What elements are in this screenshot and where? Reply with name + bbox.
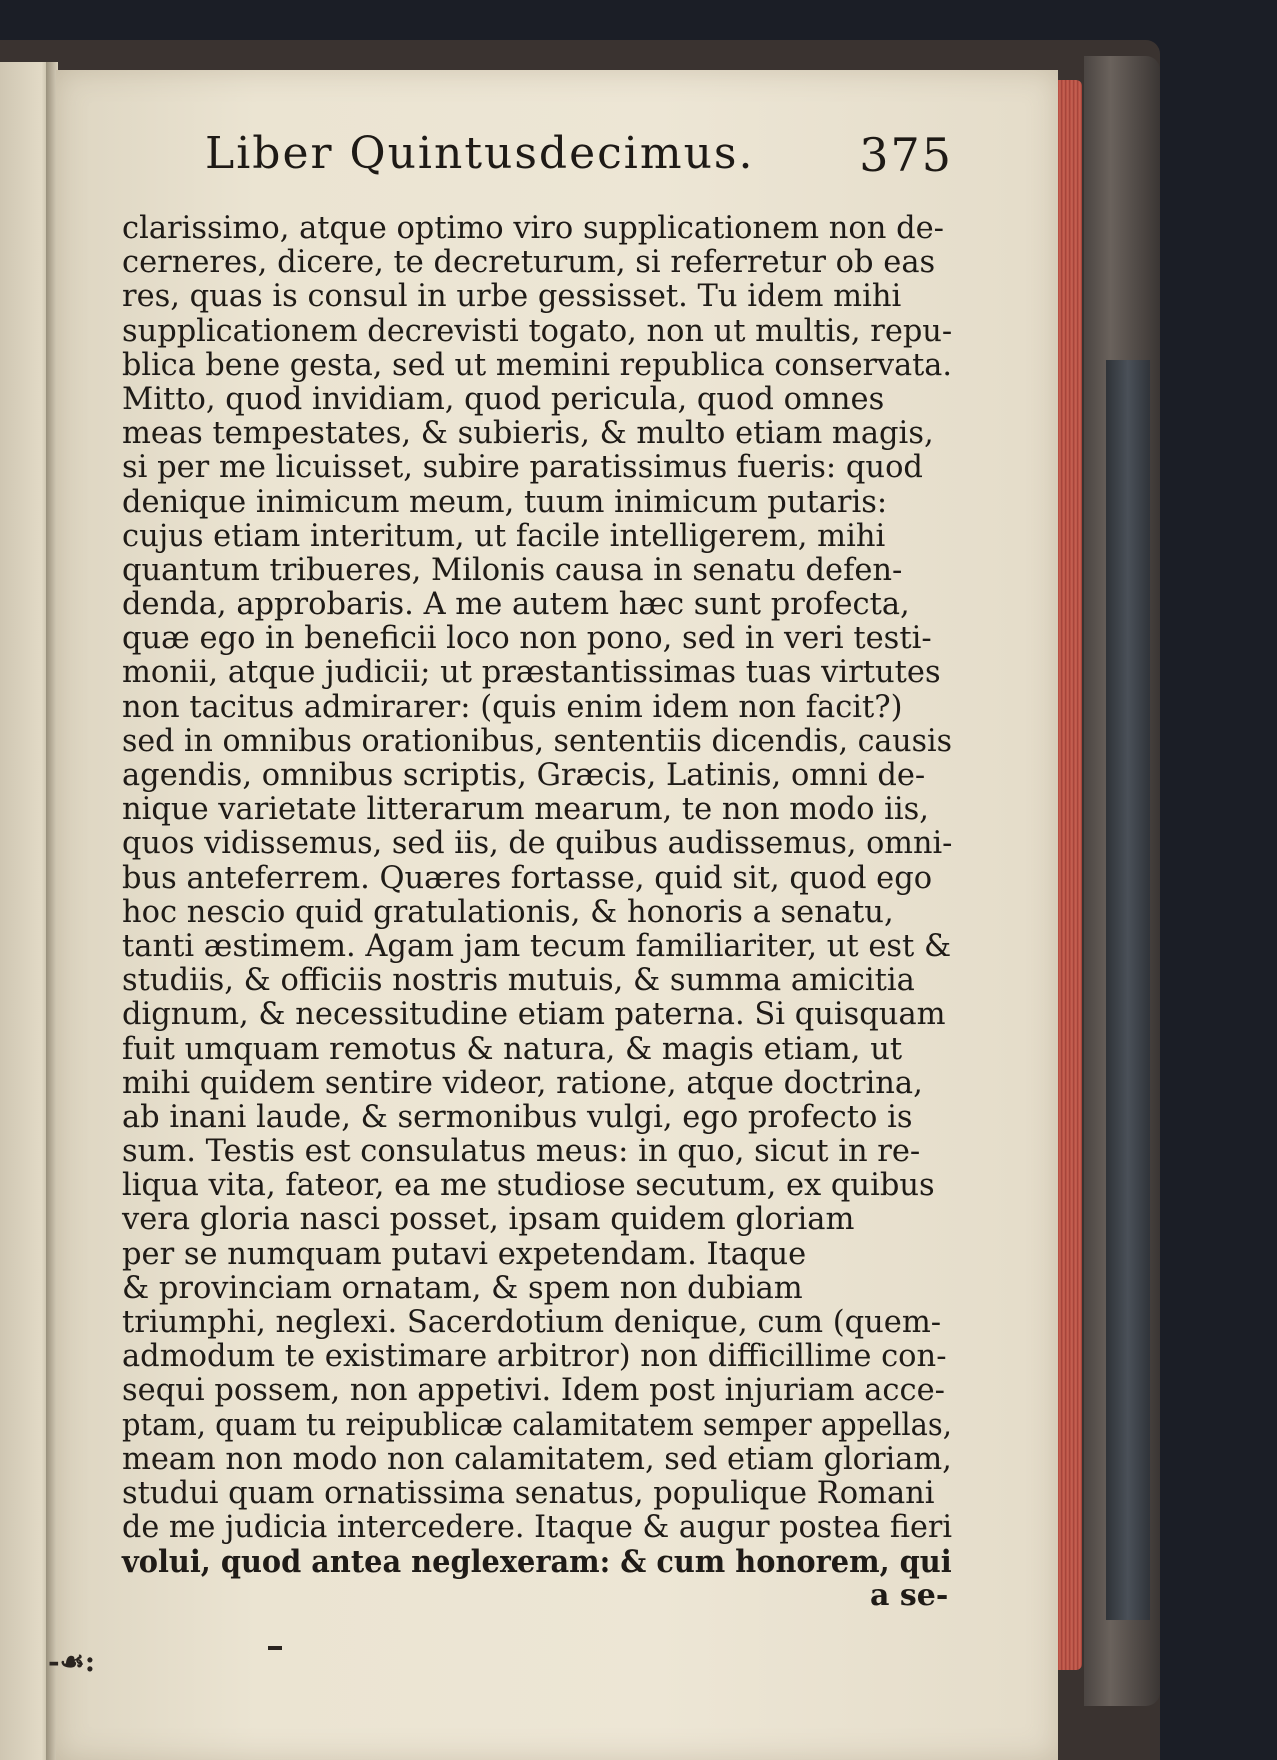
running-head: Liber Quintusdecimus. <box>205 128 755 179</box>
text-line: denda, approbaris. A me autem hæc sunt profecta, <box>122 587 910 623</box>
text-line: hoc nescio quid gratulationis, & honoris a senatu, <box>122 894 894 930</box>
spine-band <box>1106 360 1150 1620</box>
text-line: nique varietate litterarum mearum, te non modo iis, <box>122 792 929 828</box>
text-line: ab inani laude, & sermonibus vulgi, ego profecto is <box>122 1099 913 1135</box>
text-line: agendis, omnibus scriptis, Græcis, Latinis, omni de- <box>122 758 926 793</box>
printer-mark: -☙: <box>48 1645 96 1678</box>
previous-page-edge <box>0 62 52 1760</box>
text-line: bus anteferrem. Quæres fortasse, quid sit, quod ego <box>122 860 933 896</box>
text-line: quos vidissemus, sed iis, de quibus audissemus, omni- <box>122 826 953 862</box>
text-line: sed in omnibus orationibus, sententiis dicendis, causis <box>122 723 953 759</box>
text-line: ptam, quam tu reipublicæ calamitatem semper appellas, <box>122 1407 952 1443</box>
catchword: a se- <box>870 1578 949 1613</box>
text-line: sum. Testis est consulatus meus: in quo, sicut in re- <box>122 1134 921 1170</box>
text-line: dignum, & necessitudine etiam paterna. Si quisquam <box>122 997 946 1033</box>
text-line: studui quam ornatissima senatus, populique Romani <box>122 1475 935 1511</box>
text-line: quantum tribueres, Milonis causa in senatu defen- <box>122 552 903 588</box>
text-line: per se numquam putavi expetendam. Itaque <box>122 1236 807 1272</box>
text-line: liqua vita, fateor, ea me studiose secutum, ex quibus <box>122 1168 935 1204</box>
text-line: cujus etiam interitum, ut facile intelligerem, mihi <box>122 518 886 554</box>
text-line: studiis, & officiis nostris mutuis, & summa amicitia <box>122 963 915 999</box>
body-text <box>122 212 952 1580</box>
text-line: cerneres, dicere, te decreturum, si referretur ob eas <box>122 245 936 281</box>
text-line: Mitto, quod invidiam, quod pericula, quod omnes <box>122 381 885 417</box>
page-header <box>205 128 965 198</box>
text-line: non tacitus admirarer: (quis enim idem non facit?) <box>122 689 903 725</box>
text-line: & provinciam ornatam, & spem non dubiam <box>122 1270 803 1306</box>
text-line: quæ ego in beneficii loco non pono, sed in veri testi- <box>122 621 932 657</box>
text-line: mihi quidem sentire videor, ratione, atque doctrina, <box>122 1065 923 1101</box>
text-line: fuit umquam remotus & natura, & magis etiam, ut <box>122 1031 903 1067</box>
signature-dash <box>268 1646 282 1650</box>
text-line: triumphi, neglexi. Sacerdotium denique, cum (quem- <box>122 1305 942 1340</box>
text-line: volui, quod antea neglexeram: & cum honorem, qui <box>122 1544 952 1581</box>
text-line: de me judicia intercedere. Itaque & augur postea fieri <box>122 1510 953 1546</box>
text-line: clarissimo, atque optimo viro supplicationem non de- <box>122 211 944 246</box>
text-line: admodum te existimare arbitror) non difficillime con- <box>122 1339 947 1375</box>
text-line: monii, atque judicii; ut præstantissimas tuas virtutes <box>122 655 941 691</box>
text-line: meam non modo non calamitatem, sed etiam gloriam, <box>122 1441 952 1477</box>
text-line: si per me licuisset, subire paratissimus fueris: quod <box>122 450 923 486</box>
text-line: tanti æstimem. Agam jam tecum familiariter, ut est & <box>122 928 952 964</box>
text-line: supplicationem decrevisti togato, non ut multis, repu- <box>122 313 953 349</box>
text-line: res, quas is consul in urbe gessisset. Tu idem mihi <box>122 279 902 315</box>
red-page-edges <box>1058 80 1082 1670</box>
text-line: sequi possem, non appetivi. Idem post injuriam acce- <box>122 1373 945 1409</box>
text-line: meas tempestates, & subieris, & multo etiam magis, <box>122 416 934 452</box>
text-line: vera gloria nasci posset, ipsam quidem gloriam <box>122 1202 855 1238</box>
text-line: blica bene gesta, sed ut memini republica conservata. <box>122 347 952 383</box>
page-number: 375 <box>859 128 953 182</box>
text-line: denique inimicum meum, tuum inimicum putaris: <box>122 484 888 520</box>
